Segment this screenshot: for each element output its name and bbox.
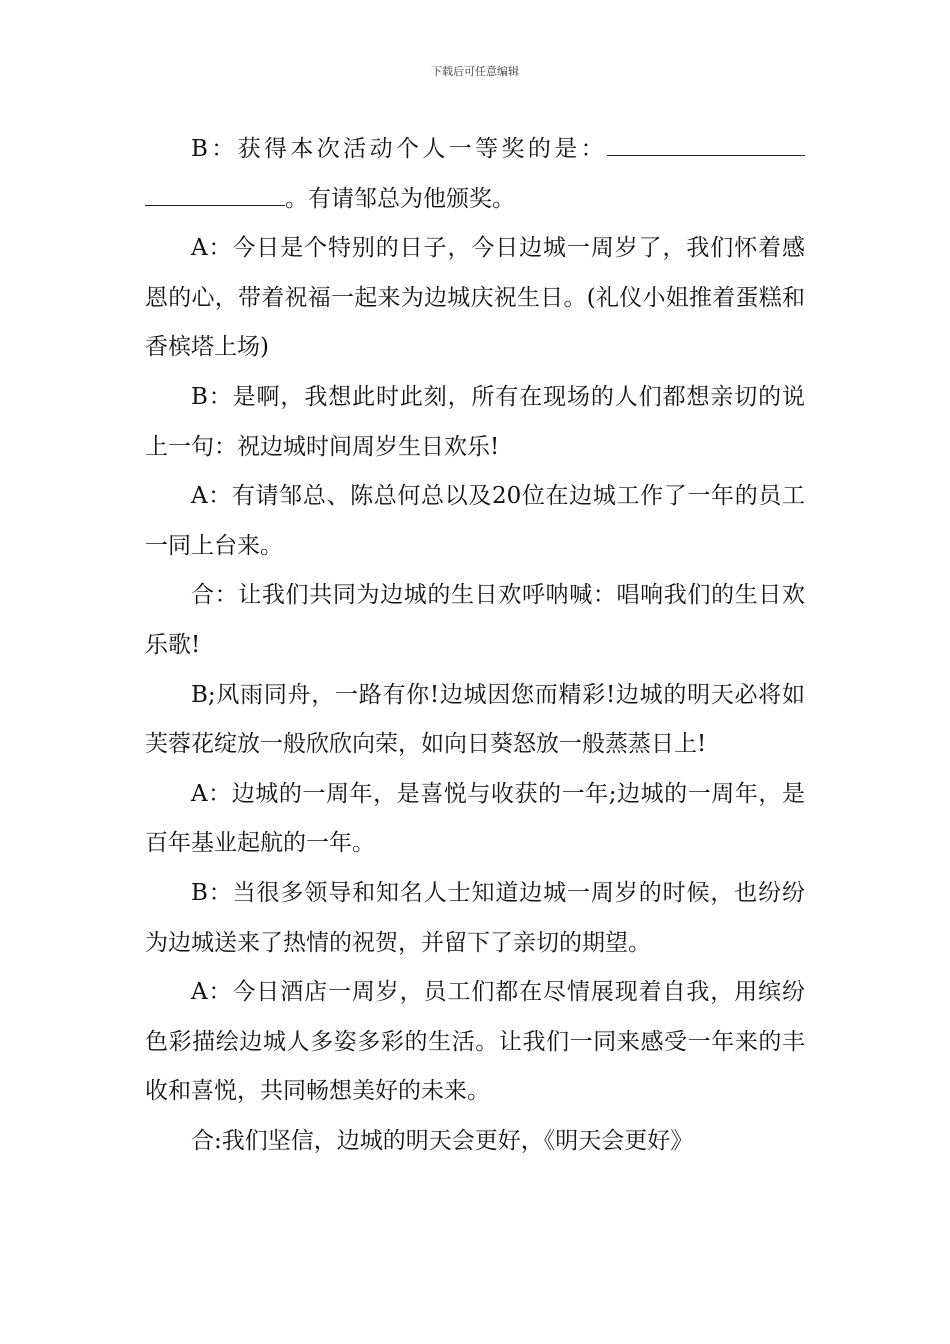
paragraph-wishes: B：是啊，我想此时此刻，所有在现场的人们都想亲切的说上一句：祝边城时间周岁生日欢乐!	[145, 383, 805, 460]
winner-blank-line	[607, 129, 805, 156]
paragraph-award	[145, 125, 805, 224]
winner-blank-line-continued	[145, 179, 285, 206]
paragraph-future: B;风雨同舟，一路有你!边城因您而精彩!边城的明天必将如芙蓉花绽放一般欣欣向荣，如向日葵怒放一般蒸蒸日上!	[145, 681, 805, 758]
paragraph-birthday: A：今日是个特别的日子，今日边城一周岁了，我们怀着感恩的心，带着祝福一起来为边城庆祝生日。(礼仪小姐推着蛋糕和香槟塔上场)	[145, 235, 805, 361]
paragraph-staff: A：今日酒店一周岁，员工们都在尽情展现着自我，用缤纷色彩描绘边城人多姿多彩的生活。让我们一同来感受一年来的丰收和喜悦，共同畅想美好的未来。	[145, 979, 805, 1105]
document-body	[145, 125, 805, 1166]
award-presenter-text: 。有请邹总为他颁奖。	[285, 185, 515, 212]
paragraph-invite-stage: A：有请邹总、陈总何总以及20位在边城工作了一年的员工一同上台来。	[145, 483, 805, 559]
paragraph-anniversary: A：边城的一周年，是喜悦与收获的一年;边城的一周年，是百年基业起航的一年。	[145, 780, 805, 857]
paragraph-congratulations: B：当很多领导和知名人士知道边城一周岁的时候，也纷纷为边城送来了热情的祝贺，并留下了亲切的期望。	[145, 879, 805, 956]
page-header: 下载后可任意编辑	[431, 65, 519, 78]
award-announcement-text: B：获得本次活动个人一等奖的是：	[191, 136, 607, 162]
paragraph-closing: 合:我们坚信，边城的明天会更好，《明天会更好》	[191, 1127, 694, 1154]
paragraph-cheer: 合：让我们共同为边城的生日欢呼呐喊：唱响我们的生日欢乐歌!	[145, 582, 805, 658]
